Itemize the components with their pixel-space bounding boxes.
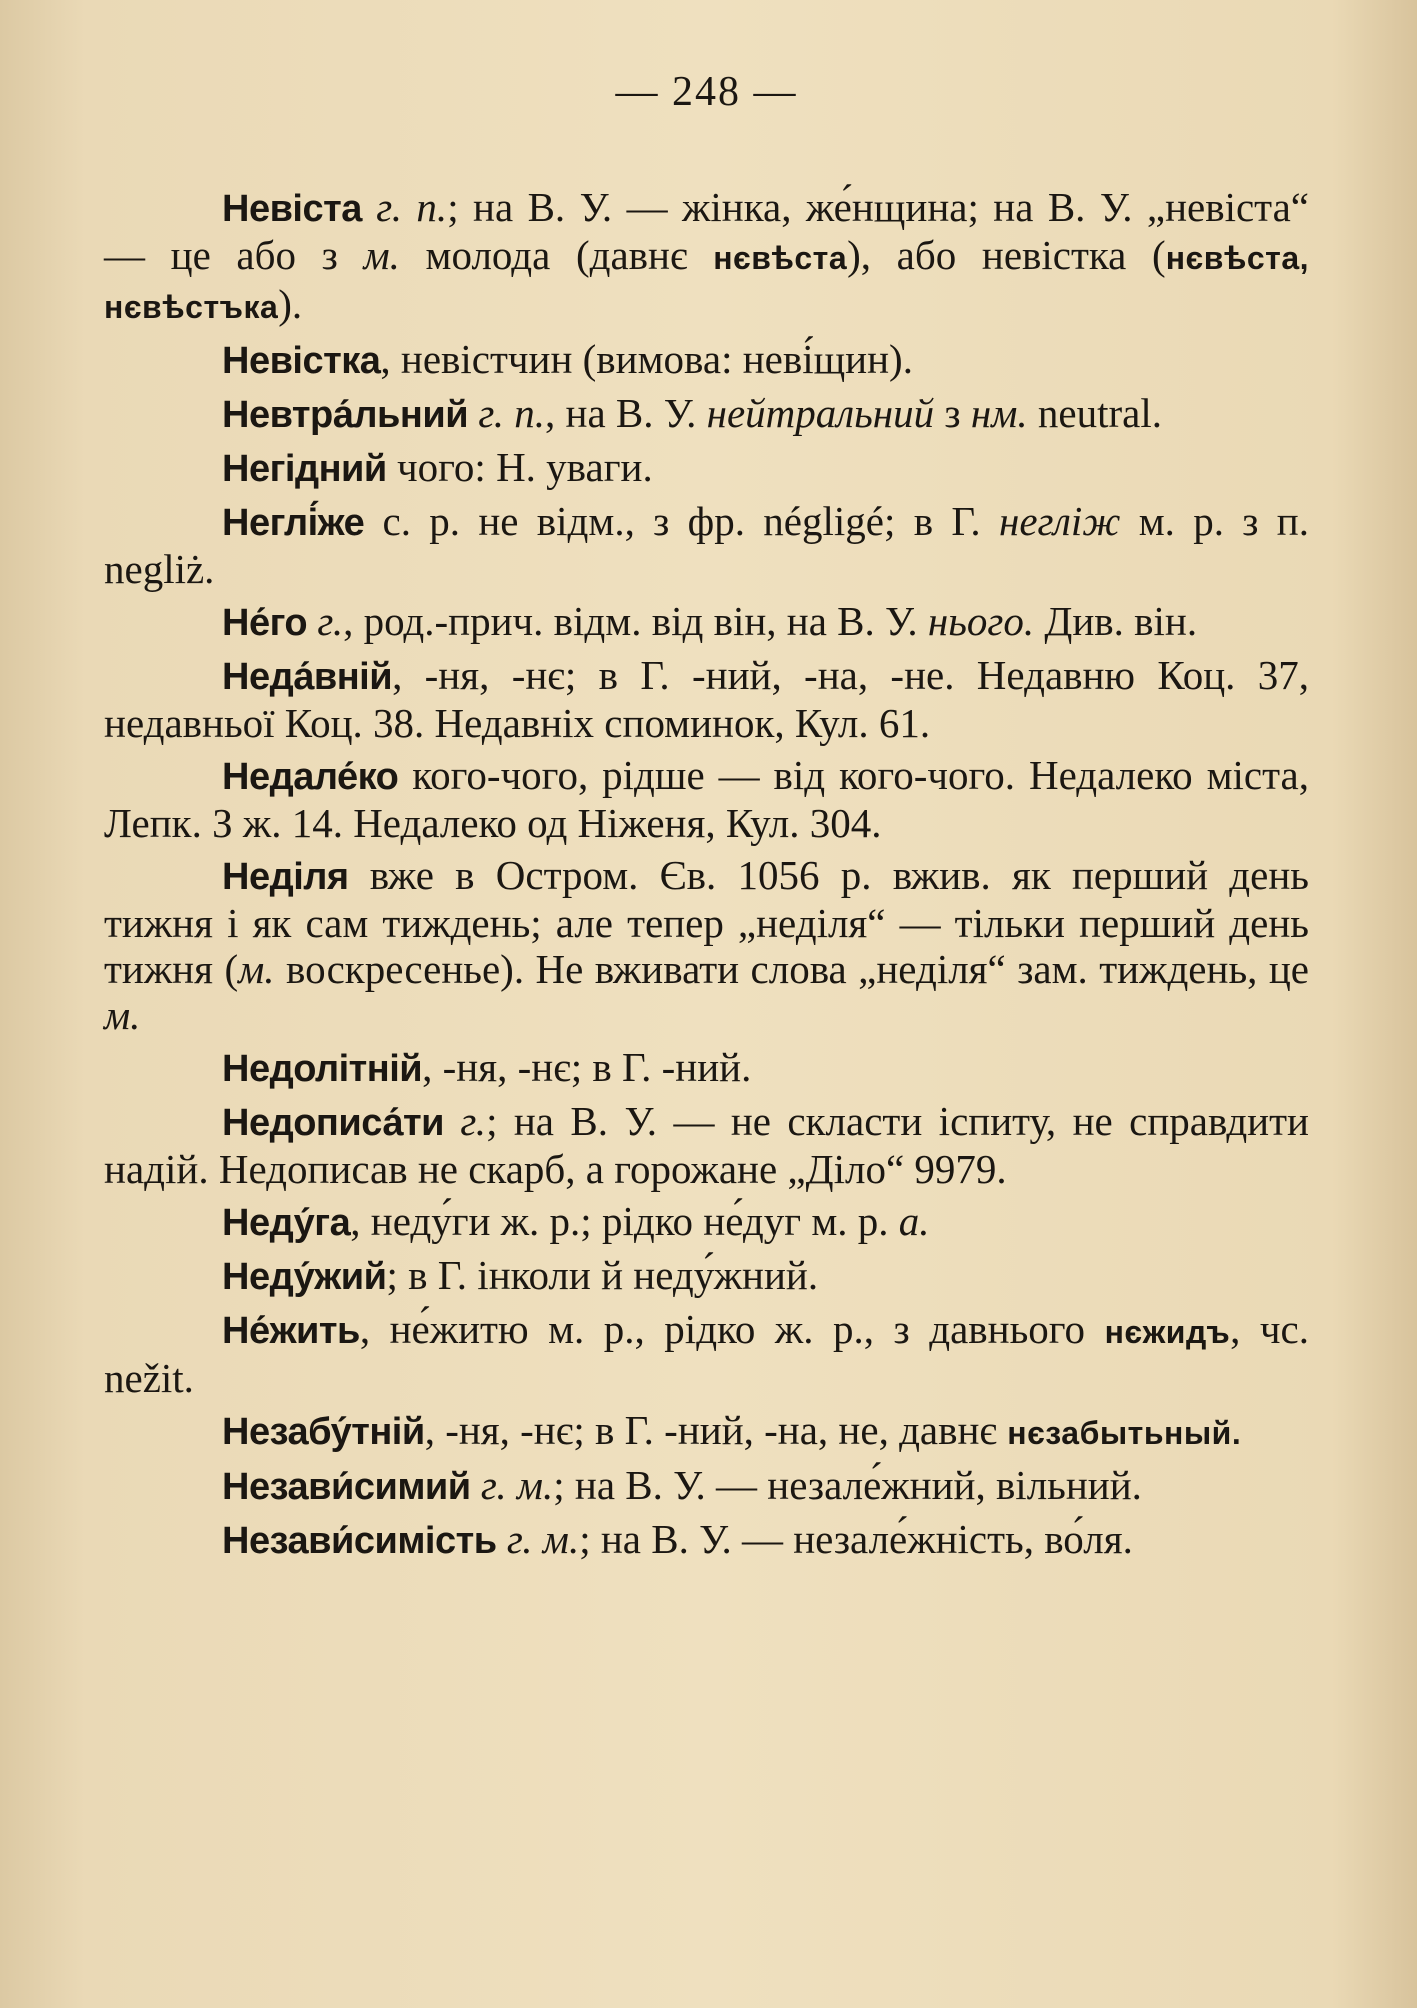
entry-nezhyt — [104, 1306, 1309, 1401]
headword: Недописа́ти — [222, 1102, 444, 1144]
entry-text: вже в Остром. Єв. 1056 р. вжив. як перший день тижня і як сам тиждень; але тепер „неділя“ — тільки перший день тижня ( — [104, 852, 1309, 992]
headword: Незабу́тній — [222, 1411, 425, 1453]
old-form: нєжидъ — [1104, 1314, 1231, 1350]
entry-nedaleko — [104, 752, 1309, 846]
entry-nehidnyi — [104, 444, 1309, 492]
label: негліж — [999, 498, 1121, 544]
entry-text: , чс. nežit. — [104, 1306, 1309, 1401]
headword: Недолітній — [222, 1048, 423, 1090]
label: а. — [898, 1198, 930, 1244]
entry-nezavysymyi — [104, 1462, 1309, 1510]
entry-text: , -ня, -нє; в Г. -ний, -на, не, давнє — [424, 1407, 1008, 1453]
label: г. м. — [470, 1462, 554, 1508]
entry-text: м. р. з п. negliż. — [104, 498, 1309, 592]
label: г. п. — [468, 390, 546, 436]
entries-list — [104, 184, 1309, 1564]
entry-text: , -ня, -нє; в Г. -ний, -на, -не. Недавню Коц. 37, недавньої Коц. 38. Недавніх споминок, Кул. 61. — [104, 652, 1309, 746]
entry-nezavysymist — [104, 1516, 1309, 1564]
entry-text: з — [934, 390, 971, 436]
headword: Неду́жий — [222, 1256, 387, 1298]
old-form: нєвѣста, нєвѣстъка — [104, 240, 1309, 325]
label: м. — [104, 992, 141, 1038]
entry-text: ; на В. У. — незале́жність, во́ля. — [579, 1516, 1133, 1562]
headword: Не́го — [222, 602, 308, 644]
label: г. — [307, 598, 344, 644]
headword: Недале́ко — [222, 756, 399, 798]
label: м. — [238, 946, 275, 992]
headword: Невіста — [222, 188, 362, 230]
entry-neduzhyi — [104, 1252, 1309, 1300]
entry-text: , неду́ги ж. р.; рідко не́дуг м. р. — [350, 1198, 899, 1244]
entry-nehlizhe — [104, 498, 1309, 592]
entry-text: ; на В. У. — незале́жний, вільний. — [553, 1462, 1142, 1508]
entry-text: , род.-прич. відм. від він, на В. У. — [343, 598, 928, 644]
label: м. — [363, 232, 400, 278]
entry-text: Див. він. — [1034, 598, 1198, 644]
entry-nevista — [104, 184, 1309, 330]
headword: Неділя — [222, 856, 349, 898]
headword: Неглі́же — [222, 502, 365, 544]
entry-nedopysaty — [104, 1098, 1309, 1192]
label: г. — [443, 1098, 487, 1144]
headword: Невістка — [222, 340, 381, 382]
entry-neho — [104, 598, 1309, 646]
label: нейтральний — [706, 390, 935, 436]
old-form: нєзабытьный. — [1007, 1415, 1242, 1451]
entry-text: ; в Г. інколи й неду́жний. — [386, 1252, 819, 1298]
headword: Неда́вній — [222, 656, 393, 698]
entry-nevtralnyi — [104, 390, 1309, 438]
entry-text: , на В. У. — [545, 390, 707, 436]
entry-nedilia — [104, 852, 1309, 1038]
entry-text: ). — [278, 281, 303, 327]
entry-text: молода (давнє — [399, 232, 714, 278]
entry-text: neutral. — [1027, 390, 1162, 436]
label: нм. — [970, 390, 1028, 436]
headword: Невтра́льний — [222, 394, 469, 436]
entry-text: чого: Н. уваги. — [386, 444, 653, 490]
headword: Негідний — [222, 448, 387, 490]
headword: Не́жить — [222, 1310, 360, 1352]
entry-nedavnii — [104, 652, 1309, 746]
entry-text: ), або невістка ( — [847, 232, 1166, 278]
entry-text: ; на В. У. — жінка, же́нщина; на В. У. „невіста“ — це або з — [104, 184, 1309, 278]
entry-nezabutnii — [104, 1407, 1309, 1456]
label: нього. — [927, 598, 1035, 644]
entry-text: ; на В. У. — не скласти іспиту, не справдити надій. Недописав не скарб, а горожане „Діло“ 9979. — [104, 1098, 1309, 1192]
label: г. п. — [361, 184, 448, 230]
entry-text: , -ня, -нє; в Г. -ний. — [422, 1044, 752, 1090]
entry-nedolitnii — [104, 1044, 1309, 1092]
headword: Незави́симий — [222, 1466, 471, 1508]
page-number: — 248 — — [615, 69, 798, 115]
label: г. м. — [496, 1516, 580, 1562]
entry-nevistka — [104, 336, 1309, 384]
entry-text: с. р. не відм., з фр. négligé; в Г. — [364, 498, 999, 544]
headword: Незави́симість — [222, 1520, 497, 1562]
entry-text: , не́житю м. р., рідко ж. р., з давнього — [359, 1306, 1105, 1352]
headword: Неду́га — [222, 1202, 351, 1244]
old-form: нєвѣста — [713, 240, 848, 276]
entry-text: , невістчин (вимова: неві́щин). — [380, 336, 913, 382]
entry-text: воскресенье). Не вживати слова „неділя“ зам. тиждень, це — [274, 946, 1309, 992]
entry-neduha — [104, 1198, 1309, 1246]
entry-text: кого-чого, рідше — від кого-чого. Недалеко міста, Лепк. З ж. 14. Недалеко од Ніженя, Кул. 304. — [104, 752, 1309, 846]
